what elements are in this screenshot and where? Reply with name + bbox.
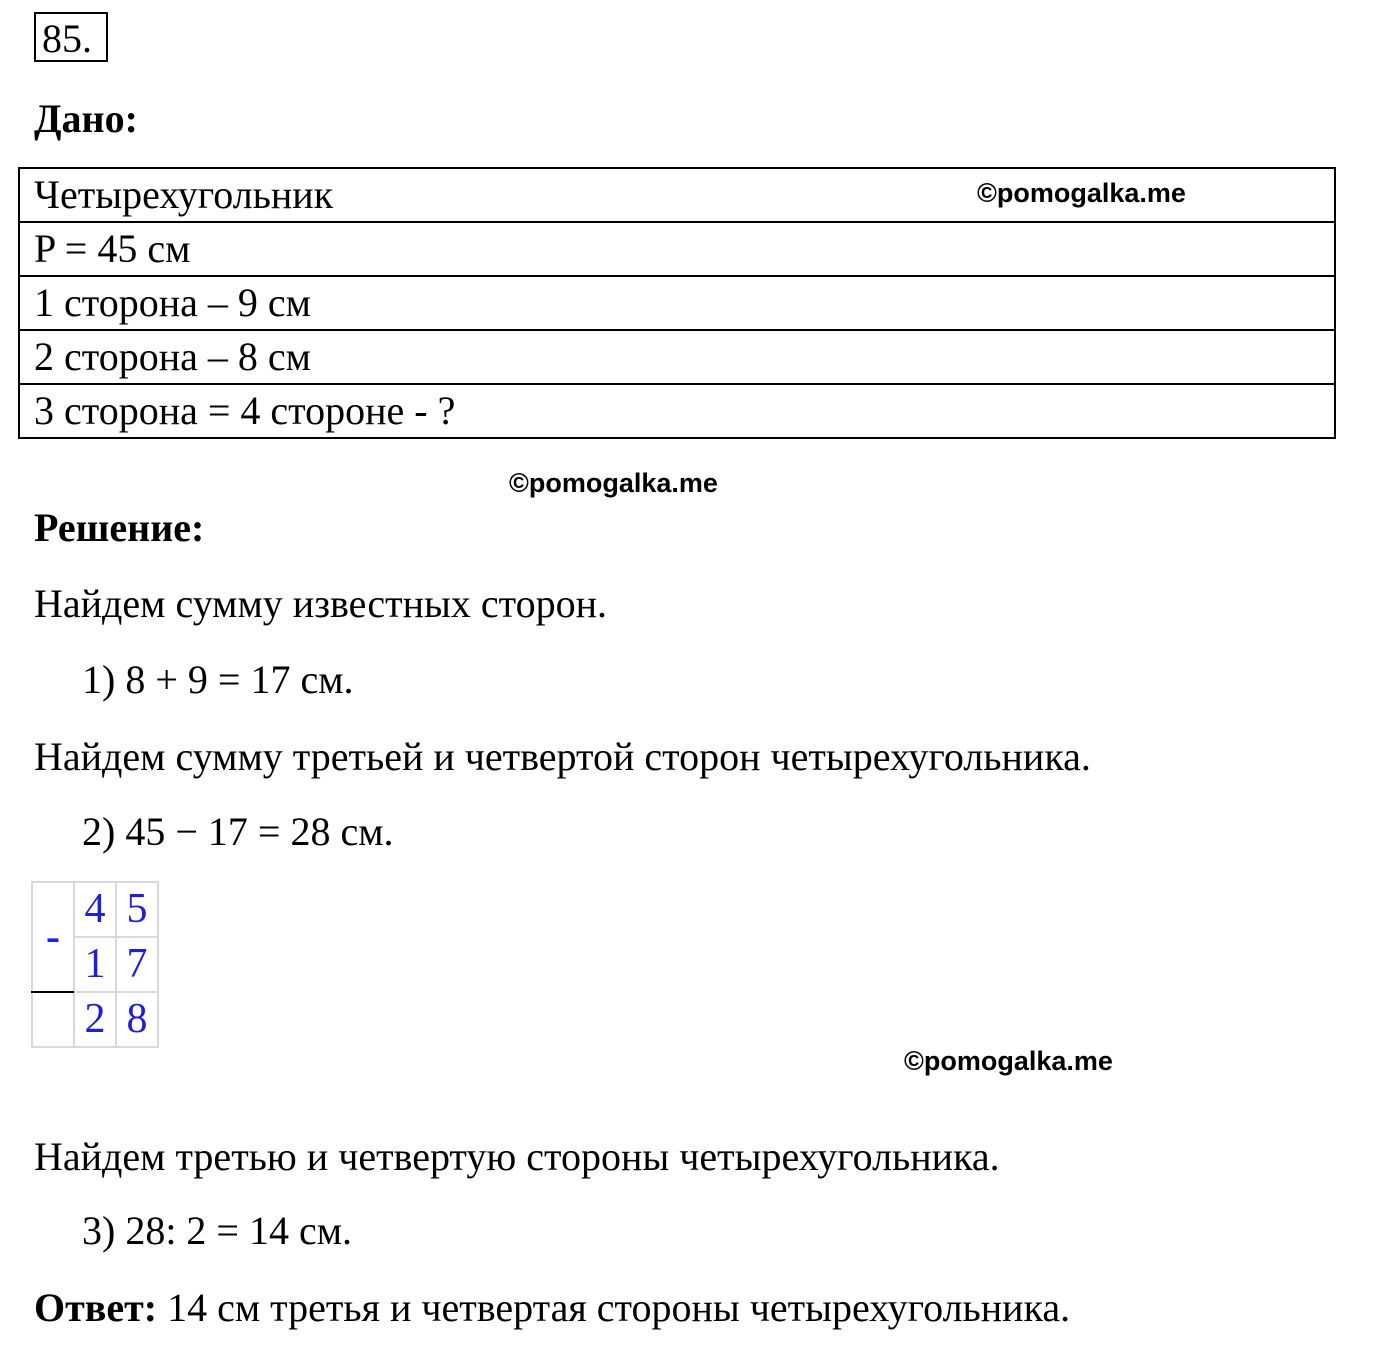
result-digit: 8 <box>116 992 158 1047</box>
table-row <box>19 276 1335 330</box>
given-row-side2: 2 сторона – 8 см <box>19 330 1335 384</box>
solution-line-1: Найдем сумму известных сторон. <box>34 581 608 626</box>
minuend-digit: 5 <box>116 882 158 937</box>
minuend-digit: 4 <box>74 882 116 937</box>
solution-step-3: 3) 28: 2 = 14 см. <box>82 1208 353 1253</box>
solution-line-3: Найдем третью и четвертую стороны четырехугольника. <box>34 1134 1000 1179</box>
given-row-perimeter: P = 45 см <box>19 222 1335 276</box>
answer-line <box>34 1284 1070 1332</box>
watermark: ©pomogalka.me <box>509 468 718 498</box>
subtrahend-digit: 7 <box>116 937 158 992</box>
watermark: ©pomogalka.me <box>904 1046 1113 1076</box>
answer-label: Ответ: <box>34 1285 158 1330</box>
solution-heading: Решение: <box>34 505 205 550</box>
result-divider <box>31 991 74 993</box>
solution-step-1: 1) 8 + 9 = 17 см. <box>82 657 354 702</box>
given-row-question: 3 сторона = 4 стороне - ? <box>19 384 1335 438</box>
watermark: ©pomogalka.me <box>977 178 1186 208</box>
answer-text: 14 см третья и четвертая стороны четырехугольника. <box>157 1285 1071 1330</box>
empty-cell <box>32 992 74 1047</box>
solution-line-2: Найдем сумму третьей и четвертой сторон четырехугольника. <box>34 734 1091 779</box>
given-heading: Дано: <box>34 96 138 141</box>
table-row <box>19 384 1335 438</box>
given-row-shape: Четырехугольник <box>19 168 1335 222</box>
subtrahend-digit: 1 <box>74 937 116 992</box>
table-row <box>32 992 158 1047</box>
given-row-side1: 1 сторона – 9 см <box>19 276 1335 330</box>
solution-step-2: 2) 45 − 17 = 28 см. <box>82 809 394 854</box>
table-row <box>19 222 1335 276</box>
minus-sign: - <box>32 882 74 992</box>
task-number: 85. <box>34 12 108 62</box>
column-subtraction-grid <box>31 881 159 1048</box>
table-row <box>19 330 1335 384</box>
table-row <box>32 882 158 937</box>
result-digit: 2 <box>74 992 116 1047</box>
